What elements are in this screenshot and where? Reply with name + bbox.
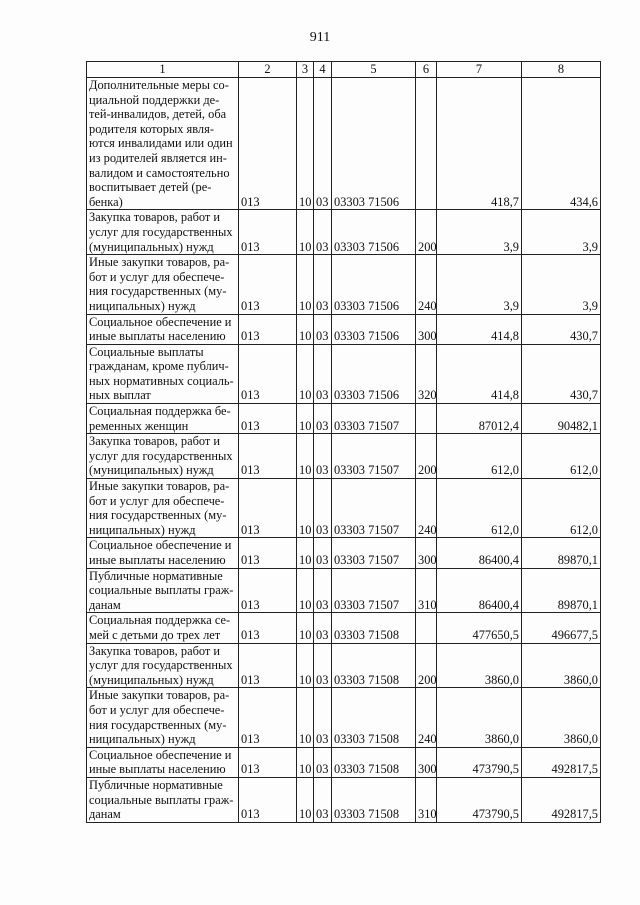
amount-year-2: 492817,5 (522, 747, 601, 777)
section-code: 10 (297, 344, 314, 403)
amount-year-1: 3,9 (437, 255, 522, 314)
ministry-code: 013 (239, 688, 297, 747)
subsection-code: 03 (314, 538, 332, 568)
column-header: 6 (416, 62, 437, 78)
amount-year-2: 430,7 (522, 314, 601, 344)
target-article-code: 03303 71508 (332, 747, 416, 777)
expense-type-code: 200 (416, 643, 437, 688)
description-line: ниципальных) нужд (89, 522, 196, 537)
table-row (87, 434, 601, 479)
description-line: бот и услуг для обеспече- (89, 702, 225, 717)
amount-year-1: 3860,0 (437, 688, 522, 747)
target-article-code: 03303 71507 (332, 568, 416, 613)
description-line: ния государственных (му- (89, 508, 227, 523)
expense-type-code: 310 (416, 568, 437, 613)
description-line: ются инвалидами или один (89, 136, 233, 151)
row-description (87, 613, 239, 643)
description-line: ния государственных (му- (89, 284, 227, 299)
amount-year-2: 89870,1 (522, 538, 601, 568)
description-line: услуг для государственных (89, 224, 233, 239)
amount-year-2: 3860,0 (522, 643, 601, 688)
subsection-code: 03 (314, 78, 332, 210)
description-line: Закупка товаров, работ и (89, 434, 221, 449)
subsection-code: 03 (314, 613, 332, 643)
row-description (87, 643, 239, 688)
row-description (87, 747, 239, 777)
target-article-code: 03303 71507 (332, 434, 416, 479)
column-header: 7 (437, 62, 522, 78)
expense-type-code: 300 (416, 747, 437, 777)
amount-year-2: 89870,1 (522, 568, 601, 613)
column-header: 4 (314, 62, 332, 78)
expense-type-code (416, 613, 437, 643)
amount-year-2: 3,9 (522, 255, 601, 314)
target-article-code: 03303 71506 (332, 78, 416, 210)
row-description (87, 344, 239, 403)
description-line: из родителей является ин- (89, 150, 227, 165)
table-header-row (87, 62, 601, 78)
table-row (87, 747, 601, 777)
ministry-code: 013 (239, 404, 297, 434)
description-line: Иные закупки товаров, ра- (89, 479, 230, 494)
table-row (87, 643, 601, 688)
expense-type-code: 200 (416, 210, 437, 255)
amount-year-1: 86400,4 (437, 568, 522, 613)
subsection-code: 03 (314, 314, 332, 344)
amount-year-1: 86400,4 (437, 538, 522, 568)
table-row (87, 568, 601, 613)
target-article-code: 03303 71506 (332, 344, 416, 403)
description-line: иные выплаты населению (89, 762, 226, 777)
amount-year-1: 3860,0 (437, 643, 522, 688)
subsection-code: 03 (314, 479, 332, 538)
row-description (87, 568, 239, 613)
table-body (87, 78, 601, 823)
description-line: Социальные выплаты (89, 344, 204, 359)
description-line: воспитывает детей (ре- (89, 180, 212, 195)
description-line: бенка) (89, 194, 123, 209)
description-line: услуг для государственных (89, 658, 233, 673)
amount-year-1: 473790,5 (437, 747, 522, 777)
table-row (87, 777, 601, 822)
amount-year-2: 492817,5 (522, 777, 601, 822)
expense-type-code: 310 (416, 777, 437, 822)
section-code: 10 (297, 434, 314, 479)
table-row (87, 688, 601, 747)
target-article-code: 03303 71508 (332, 643, 416, 688)
page-number: 911 (309, 30, 331, 45)
row-description (87, 404, 239, 434)
ministry-code: 013 (239, 777, 297, 822)
amount-year-1: 477650,5 (437, 613, 522, 643)
row-description (87, 210, 239, 255)
amount-year-1: 87012,4 (437, 404, 522, 434)
amount-year-2: 3860,0 (522, 688, 601, 747)
target-article-code: 03303 71506 (332, 255, 416, 314)
subsection-code: 03 (314, 404, 332, 434)
table-row (87, 613, 601, 643)
section-code: 10 (297, 643, 314, 688)
table-row (87, 479, 601, 538)
description-line: валидом и самостоятельно (89, 165, 230, 180)
ministry-code: 013 (239, 643, 297, 688)
target-article-code: 03303 71506 (332, 314, 416, 344)
section-code: 10 (297, 210, 314, 255)
amount-year-2: 3,9 (522, 210, 601, 255)
description-line: Социальная поддержка бе- (89, 404, 231, 419)
section-code: 10 (297, 404, 314, 434)
column-header: 8 (522, 62, 601, 78)
description-line: Иные закупки товаров, ра- (89, 255, 230, 270)
expense-type-code (416, 78, 437, 210)
amount-year-1: 3,9 (437, 210, 522, 255)
expense-type-code: 200 (416, 434, 437, 479)
table-row (87, 404, 601, 434)
description-line: Закупка товаров, работ и (89, 210, 221, 225)
amount-year-1: 612,0 (437, 434, 522, 479)
target-article-code: 03303 71508 (332, 613, 416, 643)
ministry-code: 013 (239, 434, 297, 479)
section-code: 10 (297, 777, 314, 822)
amount-year-1: 612,0 (437, 479, 522, 538)
description-line: ных выплат (89, 388, 151, 403)
expense-type-code: 240 (416, 255, 437, 314)
section-code: 10 (297, 255, 314, 314)
amount-year-1: 414,8 (437, 314, 522, 344)
row-description (87, 78, 239, 210)
expense-type-code: 300 (416, 314, 437, 344)
table-row (87, 344, 601, 403)
amount-year-2: 612,0 (522, 434, 601, 479)
ministry-code: 013 (239, 613, 297, 643)
description-line: мей с детьми до трех лет (89, 627, 221, 642)
target-article-code: 03303 71507 (332, 479, 416, 538)
ministry-code: 013 (239, 78, 297, 210)
section-code: 10 (297, 568, 314, 613)
subsection-code: 03 (314, 434, 332, 479)
description-line: Социальное обеспечение и (89, 538, 232, 553)
section-code: 10 (297, 78, 314, 210)
subsection-code: 03 (314, 568, 332, 613)
section-code: 10 (297, 747, 314, 777)
amount-year-2: 496677,5 (522, 613, 601, 643)
description-line: ниципальных) нужд (89, 298, 196, 313)
target-article-code: 03303 71506 (332, 210, 416, 255)
expense-type-code: 300 (416, 538, 437, 568)
subsection-code: 03 (314, 688, 332, 747)
description-line: бот и услуг для обеспече- (89, 269, 225, 284)
description-line: Публичные нормативные (89, 777, 223, 792)
column-header: 3 (297, 62, 314, 78)
ministry-code: 013 (239, 255, 297, 314)
ministry-code: 013 (239, 210, 297, 255)
subsection-code: 03 (314, 777, 332, 822)
row-description (87, 479, 239, 538)
section-code: 10 (297, 538, 314, 568)
column-header: 2 (239, 62, 297, 78)
column-header: 1 (87, 62, 239, 78)
row-description (87, 434, 239, 479)
description-line: Иные закупки товаров, ра- (89, 688, 230, 703)
description-line: Социальное обеспечение и (89, 747, 232, 762)
description-line: родителя которых явля- (89, 121, 214, 136)
description-line: бот и услуг для обеспече- (89, 493, 225, 508)
table-row (87, 255, 601, 314)
description-line: услуг для государственных (89, 448, 233, 463)
section-code: 10 (297, 314, 314, 344)
subsection-code: 03 (314, 344, 332, 403)
description-line: социальные выплаты граж- (89, 792, 234, 807)
table-row (87, 78, 601, 210)
expense-type-code: 240 (416, 479, 437, 538)
description-line: ных нормативных социаль- (89, 373, 234, 388)
description-line: Дополнительные меры со- (89, 78, 229, 92)
description-line: иные выплаты населению (89, 553, 226, 567)
description-line: иные выплаты населению (89, 329, 226, 344)
subsection-code: 03 (314, 643, 332, 688)
row-description (87, 688, 239, 747)
description-line: циальной поддержки де- (89, 92, 220, 107)
row-description (87, 538, 239, 568)
amount-year-2: 434,6 (522, 78, 601, 210)
expense-type-code: 320 (416, 344, 437, 403)
description-line: Закупка товаров, работ и (89, 643, 221, 658)
subsection-code: 03 (314, 255, 332, 314)
target-article-code: 03303 71507 (332, 538, 416, 568)
description-line: ременных женщин (89, 418, 189, 433)
target-article-code: 03303 71508 (332, 688, 416, 747)
ministry-code: 013 (239, 344, 297, 403)
description-line: тей-инвалидов, детей, оба (89, 107, 227, 122)
amount-year-2: 90482,1 (522, 404, 601, 434)
description-line: ниципальных) нужд (89, 732, 196, 747)
target-article-code: 03303 71507 (332, 404, 416, 434)
section-code: 10 (297, 613, 314, 643)
row-description (87, 314, 239, 344)
description-line: социальные выплаты граж- (89, 583, 234, 598)
description-line: гражданам, кроме публич- (89, 359, 229, 374)
column-header: 5 (332, 62, 416, 78)
amount-year-2: 430,7 (522, 344, 601, 403)
expense-type-code: 240 (416, 688, 437, 747)
description-line: (муниципальных) нужд (89, 239, 214, 254)
description-line: данам (89, 597, 121, 612)
amount-year-1: 473790,5 (437, 777, 522, 822)
amount-year-1: 418,7 (437, 78, 522, 210)
amount-year-2: 612,0 (522, 479, 601, 538)
budget-table (86, 61, 601, 823)
section-code: 10 (297, 688, 314, 747)
table-row (87, 210, 601, 255)
expense-type-code (416, 404, 437, 434)
ministry-code: 013 (239, 568, 297, 613)
amount-year-1: 414,8 (437, 344, 522, 403)
subsection-code: 03 (314, 747, 332, 777)
table-row (87, 538, 601, 568)
ministry-code: 013 (239, 538, 297, 568)
subsection-code: 03 (314, 210, 332, 255)
ministry-code: 013 (239, 747, 297, 777)
ministry-code: 013 (239, 314, 297, 344)
description-line: ния государственных (му- (89, 717, 227, 732)
ministry-code: 013 (239, 479, 297, 538)
description-line: Социальное обеспечение и (89, 314, 232, 329)
description-line: (муниципальных) нужд (89, 463, 214, 478)
row-description (87, 777, 239, 822)
target-article-code: 03303 71508 (332, 777, 416, 822)
description-line: данам (89, 807, 121, 822)
table-row (87, 314, 601, 344)
description-line: (муниципальных) нужд (89, 672, 214, 687)
description-line: Социальная поддержка се- (89, 613, 231, 628)
description-line: Публичные нормативные (89, 568, 223, 583)
row-description (87, 255, 239, 314)
section-code: 10 (297, 479, 314, 538)
